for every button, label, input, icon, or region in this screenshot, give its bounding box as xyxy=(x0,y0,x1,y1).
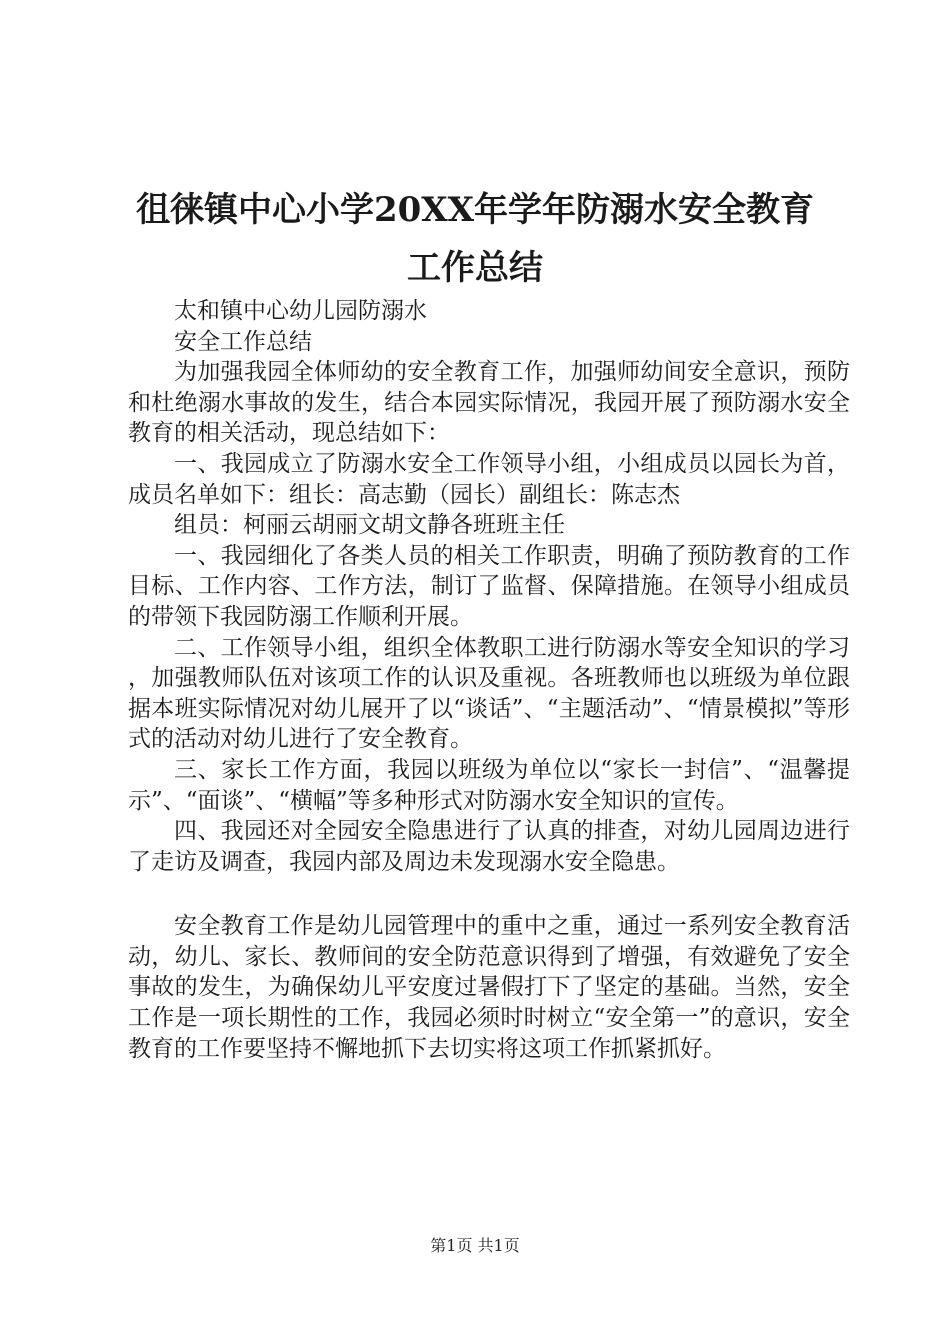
paragraph-staff-training: 二、工作领导小组，组织全体教职工进行防溺水等安全知识的学习，加强教师队伍对该项工作的认识及重视。各班教师也以班级为单位跟据本班实际情况对幼儿展开了以“谈话”、“主题活动”、“情景模拟”等形式的活动对幼儿进行了安全教育。 xyxy=(128,634,850,753)
paragraph-intro: 为加强我园全体师幼的安全教育工作，加强师幼间安全意识，预防和杜绝溺水事故的发生，结合本园实际情况，我园开展了预防溺水安全教育的相关活动，现总结如下： xyxy=(128,359,850,447)
paragraph-conclusion: 安全教育工作是幼儿园管理中的重中之重，通过一系列安全教育活动，幼儿、家长、教师间的安全防范意识得到了增强，有效避免了安全事故的发生，为确保幼儿平安度过暑假打下了坚定的基础。当然，安全工作是一项长期性的工作，我园必须时时树立“安全第一”的意识，安全教育的工作要坚持不懈地抓下去切实将这项工作抓紧抓好。 xyxy=(128,913,850,1062)
paragraph-leadership-group: 一、我园成立了防溺水安全工作领导小组，小组成员以园长为首，成员名单如下：组长：高志勤（园长）副组长：陈志杰 xyxy=(128,450,850,508)
document-title-line-1: 徂徕镇中心小学20XX年学年防溺水安全教育 xyxy=(135,190,815,230)
paragraph-subtitle-2: 安全工作总结 xyxy=(174,328,312,355)
document-title-line-2: 工作总结 xyxy=(407,248,543,288)
paragraph-parents: 三、家长工作方面，我园以班级为单位以“家长一封信”、“温馨提示”、“面谈”、“横幅”等多种形式对防溺水安全知识的宣传。 xyxy=(128,756,850,814)
paragraph-members: 组员：柯丽云胡丽文胡文静各班班主任 xyxy=(174,512,565,539)
document-body xyxy=(128,296,850,1064)
page-footer: 第1页 共1页 xyxy=(430,1236,520,1255)
paragraph-duties: 一、我园细化了各类人员的相关工作职责，明确了预防教育的工作目标、工作内容、工作方法，制订了监督、保障措施。在领导小组成员的带领下我园防溺工作顺利开展。 xyxy=(128,542,850,630)
paragraph-inspection: 四、我园还对全园安全隐患进行了认真的排查，对幼儿园周边进行了走访及调查，我园内部及周边未发现溺水安全隐患。 xyxy=(128,818,850,875)
paragraph-subtitle-1: 太和镇中心幼儿园防溺水 xyxy=(174,298,427,324)
